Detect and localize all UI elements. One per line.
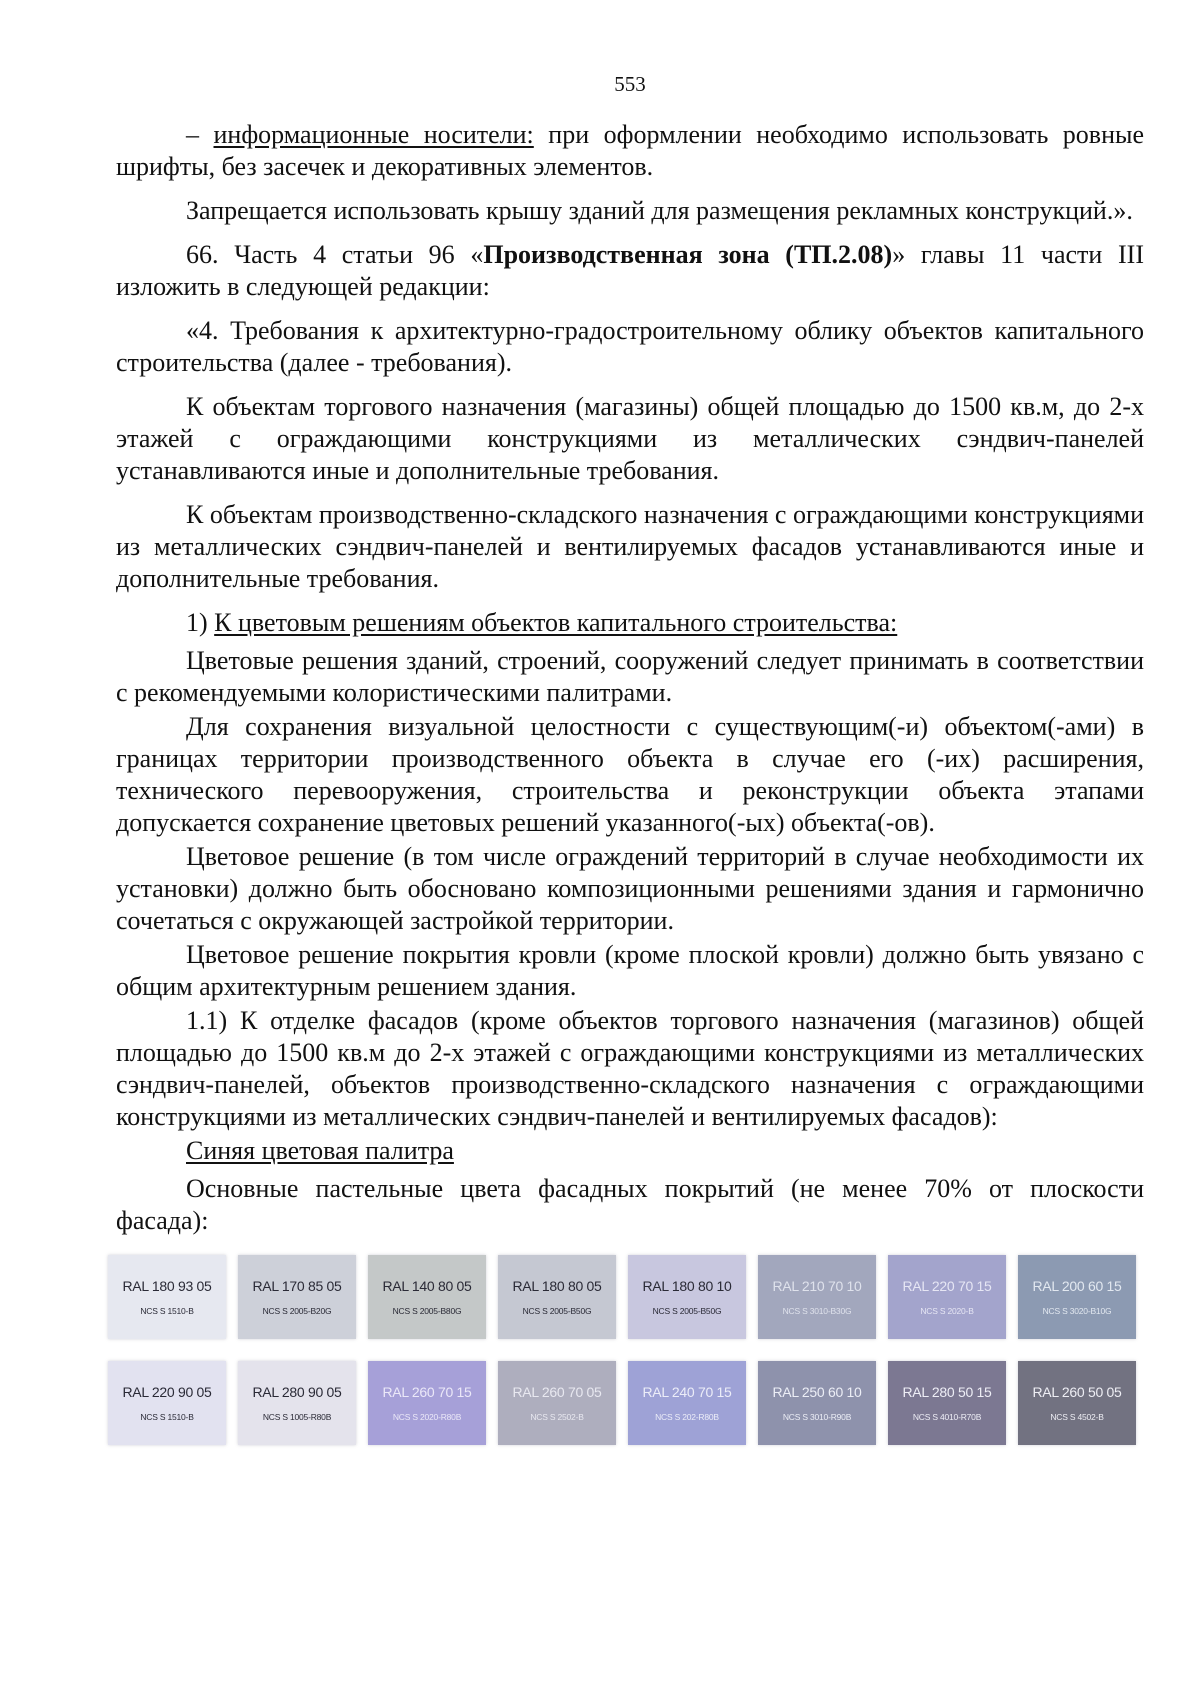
color-swatch	[888, 1361, 1006, 1445]
color-swatch	[758, 1361, 876, 1445]
ral-code: RAL 260 70 15	[382, 1384, 472, 1400]
paragraph-fence-color: Цветовое решение (в том числе ограждений территорий в случае необходимости их установки) должно быть обосновано композиционными решениями здания и гармонично сочетаться с окружающей застройкой территории.	[116, 842, 1144, 935]
ncs-code: NCS S 2020-R80B	[392, 1412, 462, 1422]
color-swatch	[368, 1361, 486, 1445]
paragraph-warehouse-objects: К объектам производственно-складского назначения с ограждающими конструкциями из металлических сэндвич-панелей и вентилируемых фасадов устанавливаются иные и дополнительные требования.	[116, 500, 1145, 593]
color-swatch	[238, 1361, 356, 1445]
ral-code: RAL 240 70 15	[642, 1384, 732, 1400]
paragraph-facade-finishing: 1.1) К отделке фасадов (кроме объектов торгового назначения (магазинов) общей площадью до 1500 кв.м до 2-х этажей с ограждающими конструкциями из металлических сэндвич-панелей, объектов производственно-складского назначения с ограждающими конструкциями из металлических сэндвич-панелей и вентилируемых фасадов):	[116, 1006, 1144, 1131]
page-number: 553	[614, 72, 646, 96]
color-swatch	[628, 1255, 746, 1339]
ncs-code: NCS S 4010-R70B	[912, 1412, 982, 1422]
ral-code: RAL 250 60 10	[772, 1384, 862, 1400]
paragraph-info-carriers	[116, 119, 1144, 183]
ral-code: RAL 180 80 05	[512, 1278, 602, 1294]
ncs-code: NCS S 1510-B	[140, 1412, 194, 1422]
color-palette	[108, 1255, 1136, 1445]
ral-code: RAL 280 50 15	[902, 1384, 992, 1400]
color-swatch	[758, 1255, 876, 1339]
paragraph-palettes: Цветовые решения зданий, строений, сооружений следует принимать в соответствии с рекомендуемыми колористическими палитрами.	[116, 646, 1144, 707]
zone-name-bold: Производственная зона (ТП.2.08)	[483, 240, 893, 269]
ncs-code: NCS S 2005-B50G	[652, 1306, 722, 1316]
ral-code: RAL 260 50 05	[1032, 1384, 1122, 1400]
ral-code: RAL 170 85 05	[252, 1278, 342, 1294]
color-swatch	[628, 1361, 746, 1445]
ral-code: RAL 200 60 15	[1032, 1278, 1122, 1294]
paragraph-amendment-66	[116, 239, 1144, 303]
paragraph-roof-color: Цветовое решение покрытия кровли (кроме плоской кровли) должно быть увязано с общим архитектурным решением здания.	[116, 940, 1144, 1001]
ral-code: RAL 210 70 10	[772, 1278, 862, 1294]
ral-code: RAL 140 80 05	[382, 1278, 472, 1294]
section-heading-color-solutions	[116, 607, 1144, 639]
ncs-code: NCS S 2005-B80G	[392, 1306, 462, 1316]
ncs-code: NCS S 3010-R90B	[782, 1412, 852, 1422]
palette-row	[108, 1361, 1136, 1445]
heading-number: 1)	[186, 608, 215, 637]
text-fragment: –	[186, 120, 214, 149]
ral-code: RAL 220 90 05	[122, 1384, 212, 1400]
color-swatch	[1018, 1255, 1136, 1339]
color-swatch	[108, 1361, 226, 1445]
ncs-code: NCS S 4502-B	[1050, 1412, 1104, 1422]
ncs-code: NCS S 1510-B	[140, 1306, 194, 1316]
heading-text: Синяя цветовая палитра	[186, 1136, 454, 1165]
ral-code: RAL 280 90 05	[252, 1384, 342, 1400]
paragraph-pastel-colors: Основные пастельные цвета фасадных покрытий (не менее 70% от плоскости фасада):	[116, 1174, 1144, 1235]
ncs-code: NCS S 1005-R80B	[262, 1412, 332, 1422]
ral-code: RAL 180 93 05	[122, 1278, 212, 1294]
ral-code: RAL 180 80 10	[642, 1278, 732, 1294]
paragraph-trade-objects: К объектам торгового назначения (магазины) общей площадью до 1500 кв.м, до 2-х этажей с ограждающими конструкциями из металлических сэндвич-панелей устанавливаются иные и дополнительные требования.	[116, 392, 1144, 485]
ral-code: RAL 220 70 15	[902, 1278, 992, 1294]
heading-text: К цветовым решениям объектов капитального строительства:	[214, 608, 898, 637]
color-swatch	[238, 1255, 356, 1339]
color-swatch	[108, 1255, 226, 1339]
ncs-code: NCS S 2502-B	[530, 1412, 584, 1422]
ncs-code: NCS S 202-R80B	[655, 1412, 719, 1422]
color-swatch	[888, 1255, 1006, 1339]
text-fragment: 66. Часть 4 статьи 96 «	[186, 240, 484, 269]
color-swatch	[368, 1255, 486, 1339]
underlined-term: информационные носители:	[213, 120, 534, 149]
paragraph-roof-prohibition: Запрещается использовать крышу зданий для размещения рекламных конструкций.».	[186, 196, 1133, 225]
paragraph-requirements-intro: «4. Требования к архитектурно-градостроительному облику объектов капитального строительства (далее - требования).	[116, 316, 1144, 377]
ncs-code: NCS S 2020-B	[920, 1306, 974, 1316]
text-fragment: при оформлении необходимо использовать ровные шрифты, без засечек и декоративных элементов.	[116, 120, 1144, 181]
palette-row	[108, 1255, 1136, 1339]
ncs-code: NCS S 3020-B10G	[1042, 1306, 1112, 1316]
text-fragment: » главы 11 части III изложить в следующей редакции:	[116, 240, 1144, 301]
section-heading-blue-palette	[116, 1135, 1144, 1167]
ncs-code: NCS S 2005-B20G	[262, 1306, 332, 1316]
ncs-code: NCS S 3010-B30G	[782, 1306, 852, 1316]
color-swatch	[498, 1361, 616, 1445]
color-swatch	[1018, 1361, 1136, 1445]
color-swatch	[498, 1255, 616, 1339]
paragraph-visual-integrity: Для сохранения визуальной целостности с существующим(-и) объектом(-ами) в границах территории производственного объекта в случае его (-их) расширения, технического перевооружения, строительства и реконструкции объекта этапами допускается сохранение цветовых решений указанного(-ых) объекта(-ов).	[116, 712, 1144, 837]
ncs-code: NCS S 2005-B50G	[522, 1306, 592, 1316]
ral-code: RAL 260 70 05	[512, 1384, 602, 1400]
